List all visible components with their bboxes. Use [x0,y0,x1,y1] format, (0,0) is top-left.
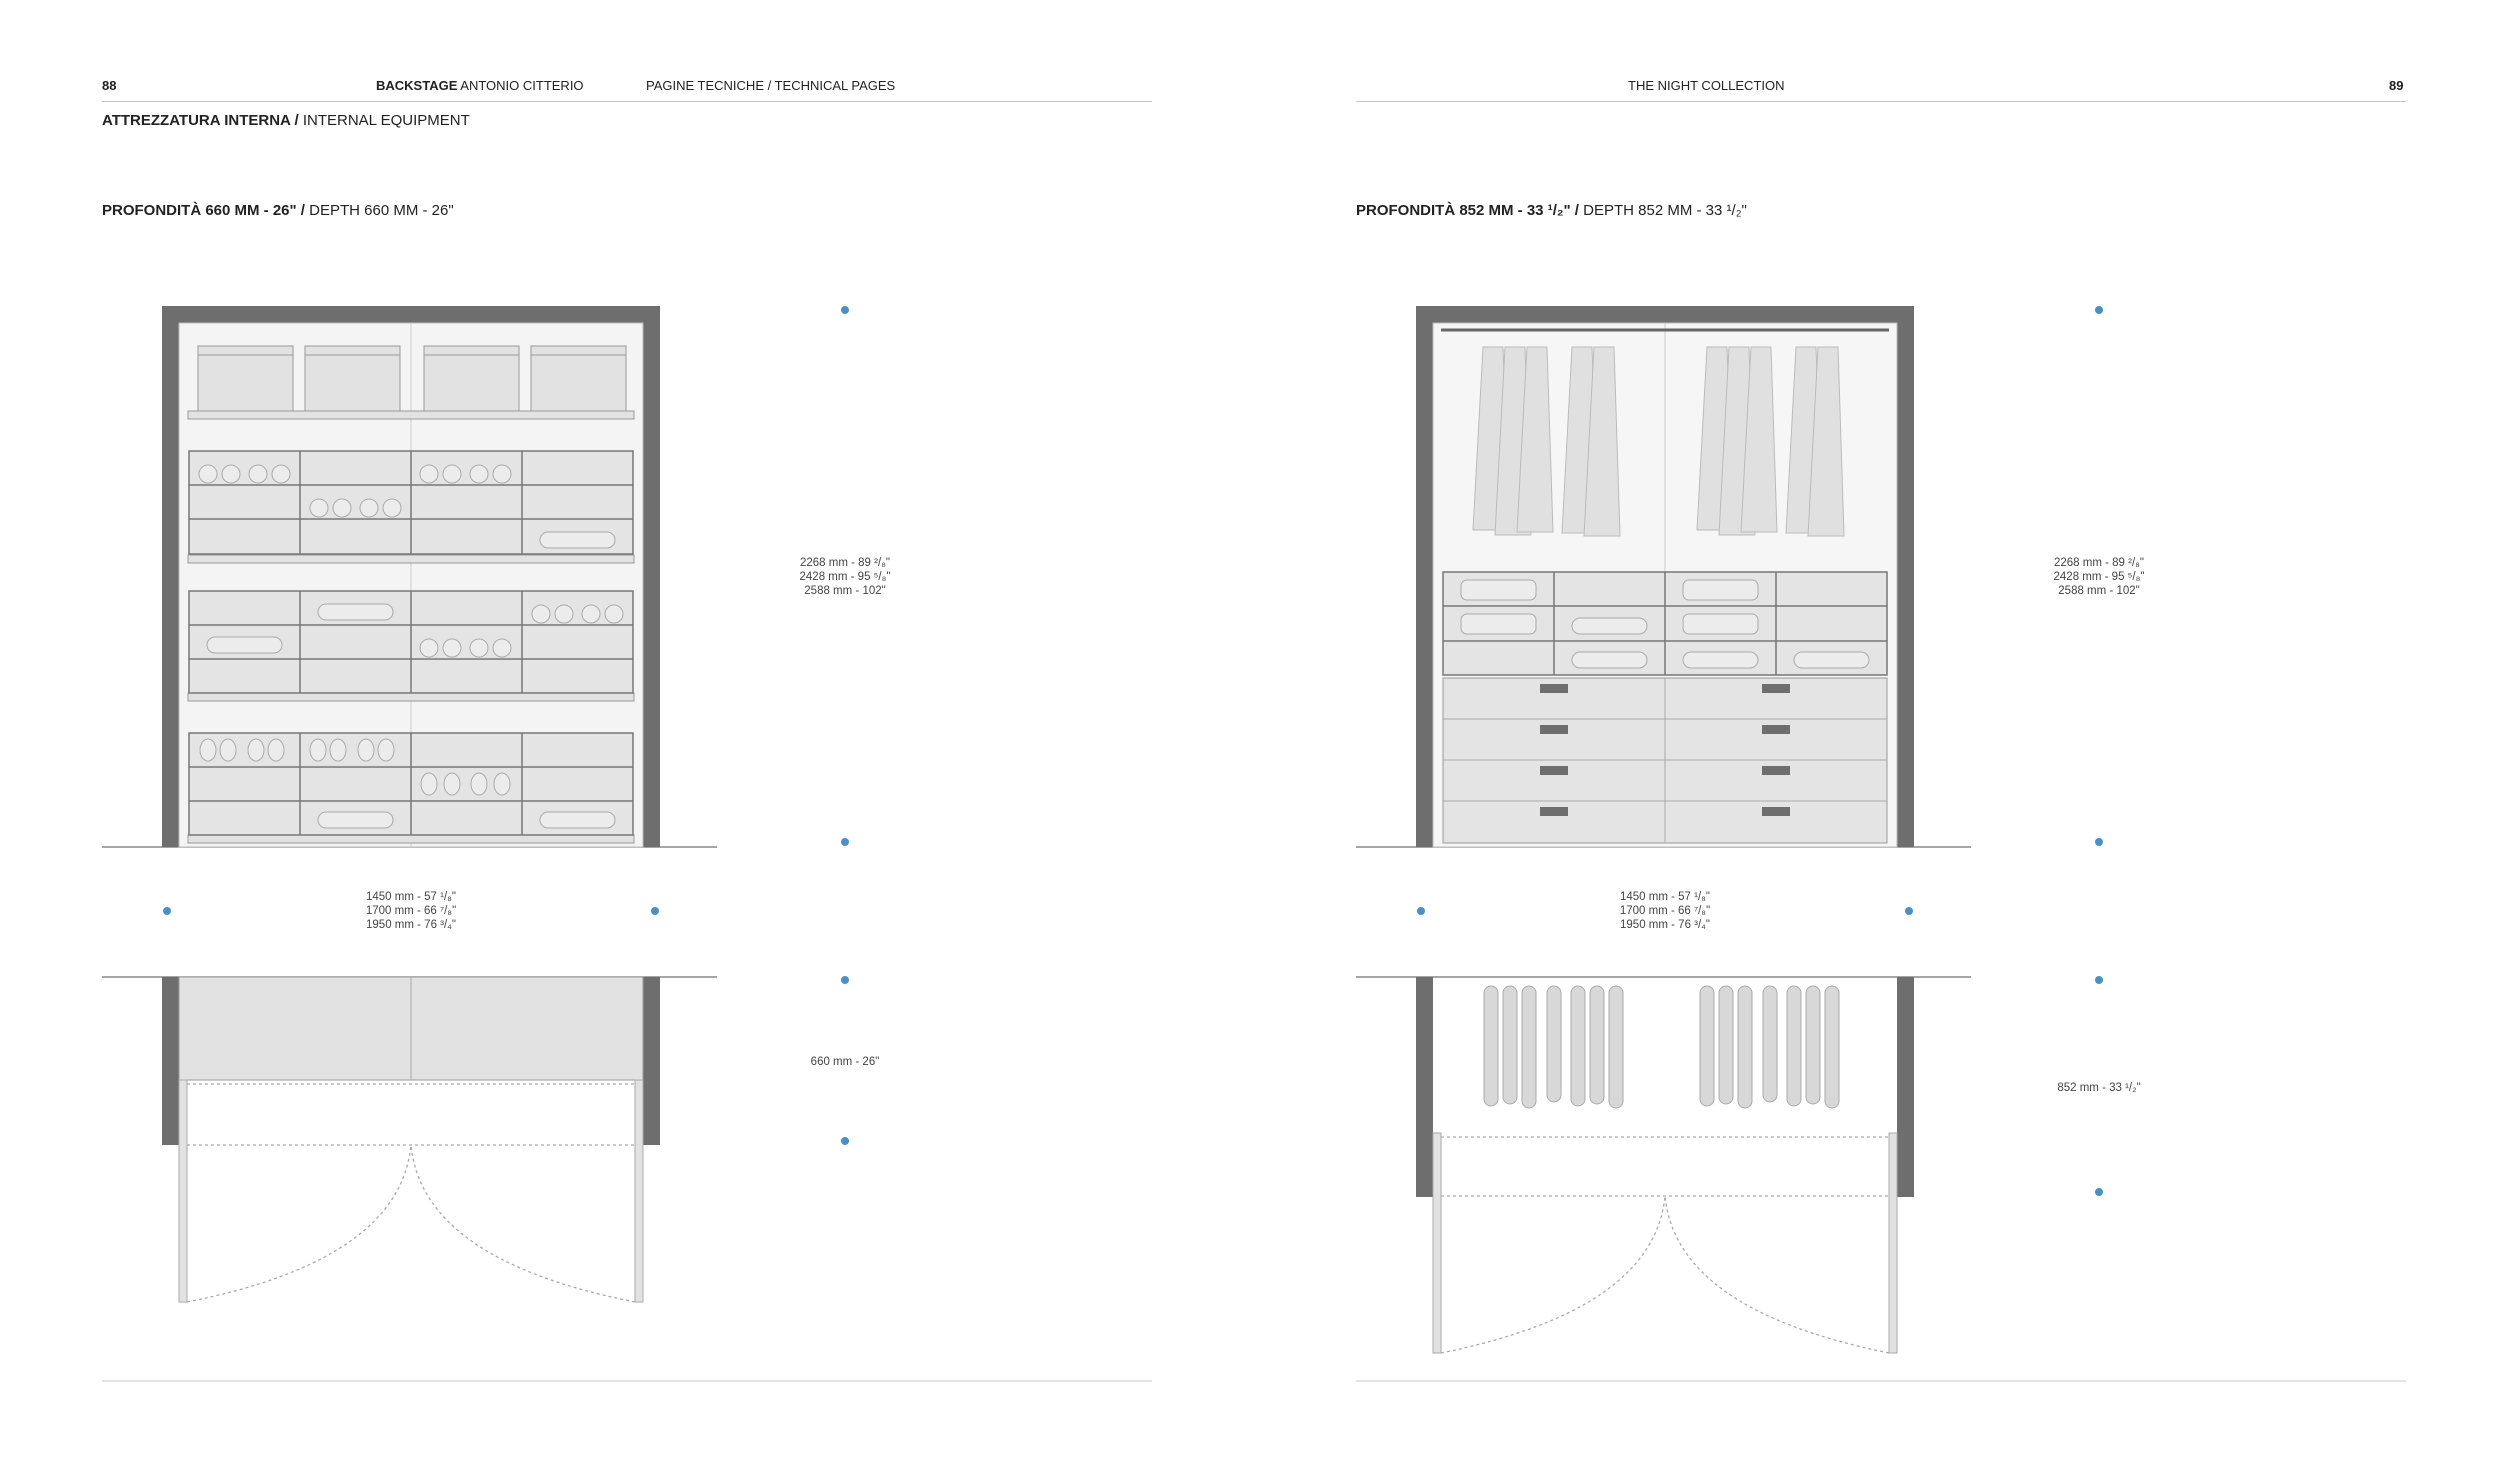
page-number-right: 89 [2389,78,2404,93]
height-dim: 2268 mm - 89 ²/₈" [799,557,891,569]
depth-dimension-right: 852 mm - 33 ¹/₂" [2057,1082,2141,1094]
brand-name: BACKSTAGE [376,78,458,93]
width-dim: 1700 mm - 66 ⁷/₈" [1619,905,1711,917]
dimension-dot [841,306,849,314]
dimension-dot [163,907,171,915]
width-dim: 1450 mm - 57 ¹/₈" [1619,891,1711,903]
depth-dimension-left: 660 mm - 26" [810,1056,880,1068]
width-dim: 1950 mm - 76 ³/₄" [366,919,456,931]
depth-heading-bold: PROFONDITÀ 660 MM - 26" / [102,202,305,219]
width-dimensions-left [311,890,511,932]
width-dim: 1450 mm - 57 ¹/₈" [365,891,457,903]
collection-title: THE NIGHT COLLECTION [1628,78,1785,93]
hangers-plan [1484,986,1839,1108]
dimension-dot [2095,306,2103,314]
height-dim: 2428 mm - 95 ⁵/₈" [2053,571,2145,583]
plan-door-right [635,1080,643,1302]
dimension-dot [841,976,849,984]
depth-heading-light: DEPTH 660 MM - 26" [309,202,454,219]
designer-name: ANTONIO CITTERIO [460,78,584,93]
dimension-dot [2095,1188,2103,1196]
height-dim: 2588 mm - 102" [2058,585,2140,597]
dimension-dot [651,907,659,915]
frame-right [643,306,660,847]
frame-top [162,306,660,323]
dimension-dot [841,838,849,846]
height-dim: 2268 mm - 89 ²/₈" [2053,557,2145,569]
plan-wall-left [162,977,179,1145]
plan-door-left [179,1080,187,1302]
heading-bold: ATTREZZATURA INTERNA / [102,112,299,129]
frame-left [162,306,179,847]
dimension-dot [841,1137,849,1145]
height-dimensions-right [1999,556,2199,598]
page-number-left: 88 [102,78,117,93]
plan-wall-right [643,977,660,1145]
height-dimensions-left [745,556,945,598]
depth-heading-bold: PROFONDITÀ 852 MM - 33 ¹/₂" / [1356,202,1579,219]
dimension-dot [1417,907,1425,915]
dimension-dot [2095,838,2103,846]
door-swing-arcs [187,1084,635,1302]
depth-heading-light: DEPTH 852 MM - 33 ¹/₂" [1583,202,1747,219]
width-dim: 1700 mm - 66 ⁷/₈" [365,905,457,917]
section-title: PAGINE TECNICHE / TECHNICAL PAGES [646,78,896,93]
width-dimensions-right [1565,890,1765,932]
dimension-dot [1905,907,1913,915]
dimension-dot [2095,976,2103,984]
heading-light: INTERNAL EQUIPMENT [302,112,470,129]
width-dim: 1950 mm - 76 ³/₄" [1620,919,1710,931]
height-dim: 2428 mm - 95 ⁵/₈" [799,571,891,583]
height-dim: 2588 mm - 102" [804,585,886,597]
